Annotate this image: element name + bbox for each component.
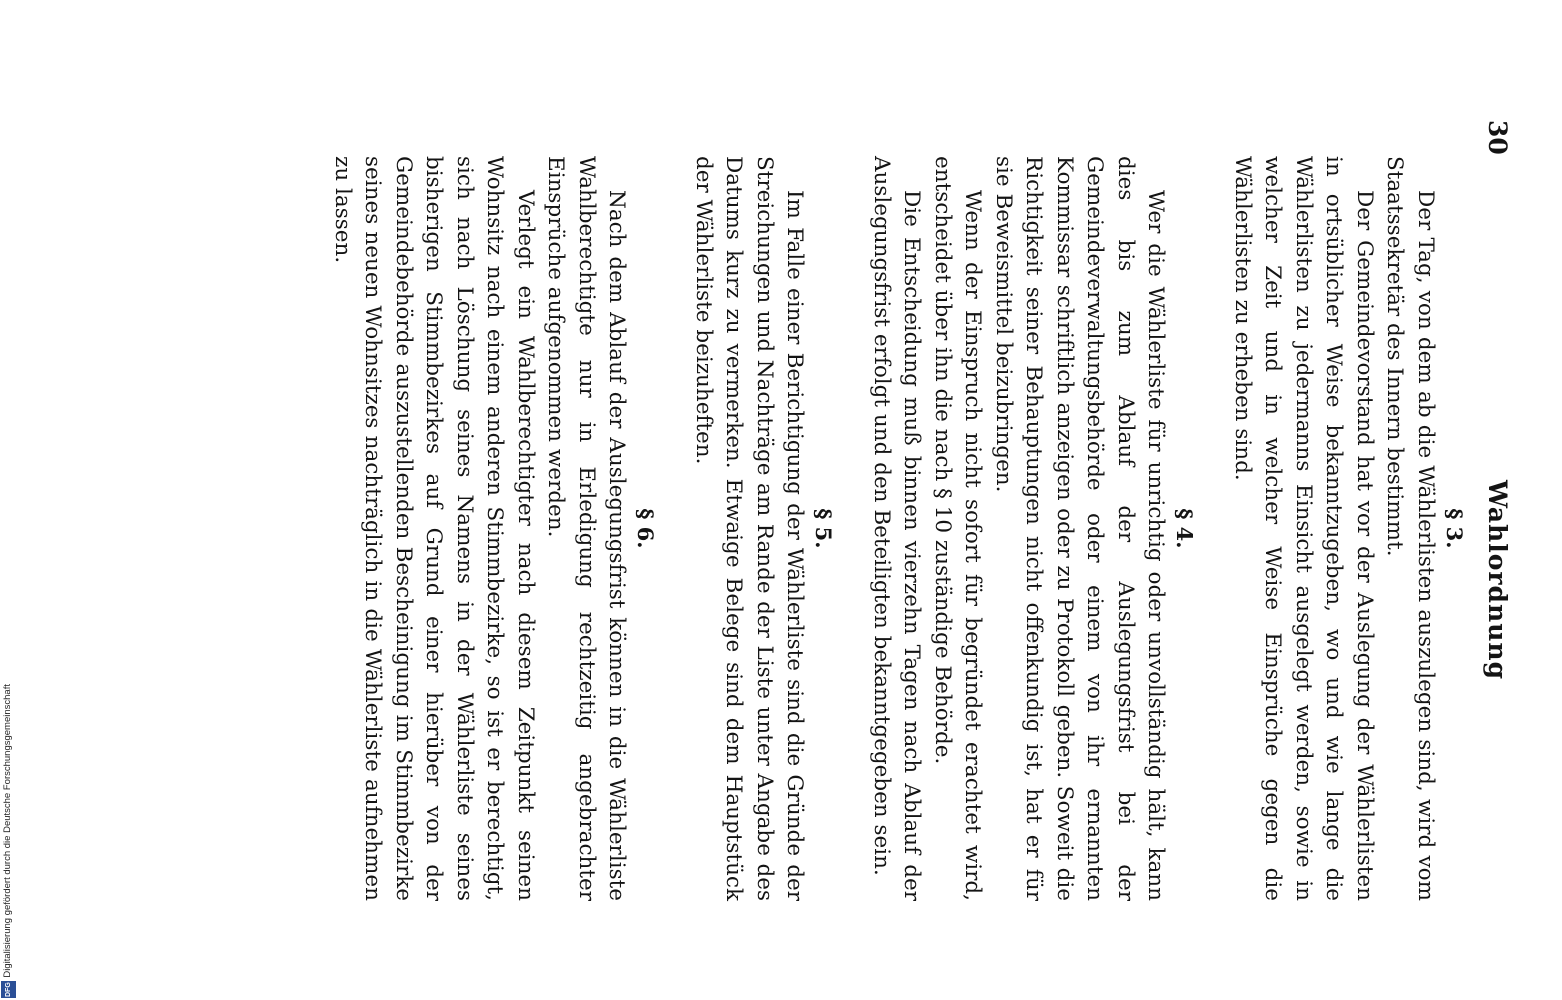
- paragraph: Der Gemeindevorstand hat vor der Auslegung der Wählerlisten in ortsüblicher Weise bekanntzugeben, wo und wie lange die Wählerlisten zu jedermanns Einsicht ausgelegt werden, sowie in welcher Zeit und in welcher Weise Einsprüche gegen die Wählerlisten zu erheben sind.: [1230, 156, 1377, 901]
- section-5: [688, 156, 838, 901]
- digitization-credit: [0, 586, 18, 1000]
- running-head: [1472, 0, 1512, 1000]
- dfg-logo: DFG: [1, 981, 16, 998]
- section-heading: § 6.: [633, 508, 659, 549]
- section-3: [1227, 156, 1469, 901]
- page-title: Wahlordnung: [1483, 479, 1512, 681]
- section-heading: § 3.: [1442, 508, 1467, 549]
- section-4: [866, 156, 1199, 901]
- section-heading: § 5.: [811, 508, 837, 549]
- paragraph: Wer die Wählerliste für unrichtig oder unvollständig hält, kann dies bis zum Ablauf der Auslegungsfrist bei der Gemeindeverwaltungsbehörde oder einem von ihr ernannten Kommissar schriftlich anzeigen oder zu Protokoll geben. Soweit die Richtigkeit seiner Behauptungen nicht offenkundig ist, hat er für sie Beweismittel beizubringen.: [991, 156, 1169, 901]
- section-heading: § 4.: [1172, 508, 1198, 549]
- page-number: 30: [1483, 120, 1512, 155]
- body-text: [327, 156, 1469, 901]
- paragraph: Nach dem Ablauf der Auslegungsfrist können in die Wählerliste Wahlberechtigte nur in Erledigung rechtzeitig angebrachter Einsprüche aufgenommen werden.: [543, 156, 630, 901]
- paragraph: Die Entscheidung muß binnen vierzehn Tagen nach Ablauf der Auslegungsfrist erfolgt und den Beteiligten bekanntgegeben sein.: [869, 156, 925, 901]
- funding-credit-text: Digitalisierung gefördert durch die Deutsche Forschungsgemeinschaft: [2, 684, 13, 978]
- paragraph: Im Falle einer Berichtigung der Wählerliste sind die Gründe der Streichungen und Nachträge am Rande der Liste unter Angabe des Datums kurz zu vermerken. Etwaige Belege sind dem Hauptstück der Wählerliste beizuheften.: [691, 156, 808, 901]
- paragraph: Der Tag, von dem ab die Wählerlisten auszulegen sind, wird vom Staatssekretär des Innern bestimmt.: [1382, 156, 1438, 901]
- paragraph: Wenn der Einspruch nicht sofort für begründet erachtet wird, entscheidet über ihn die nach § 10 zuständige Behörde.: [930, 156, 986, 901]
- section-6: [327, 156, 660, 901]
- paragraph: Verlegt ein Wahlberechtigter nach diesem Zeitpunkt seinen Wohnsitz nach einem anderen Stimmbezirke, so ist er berechtigt, sich nach Löschung seines Namens in der Wählerliste seines bisherigen Stimmbezirkes auf Grund einer hierüber von der Gemeindebehörde auszustellenden Bescheinigung im Stimmbezirke seines neuen Wohnsitzes nachträglich in die Wählerliste aufnehmen zu lassen.: [330, 156, 538, 901]
